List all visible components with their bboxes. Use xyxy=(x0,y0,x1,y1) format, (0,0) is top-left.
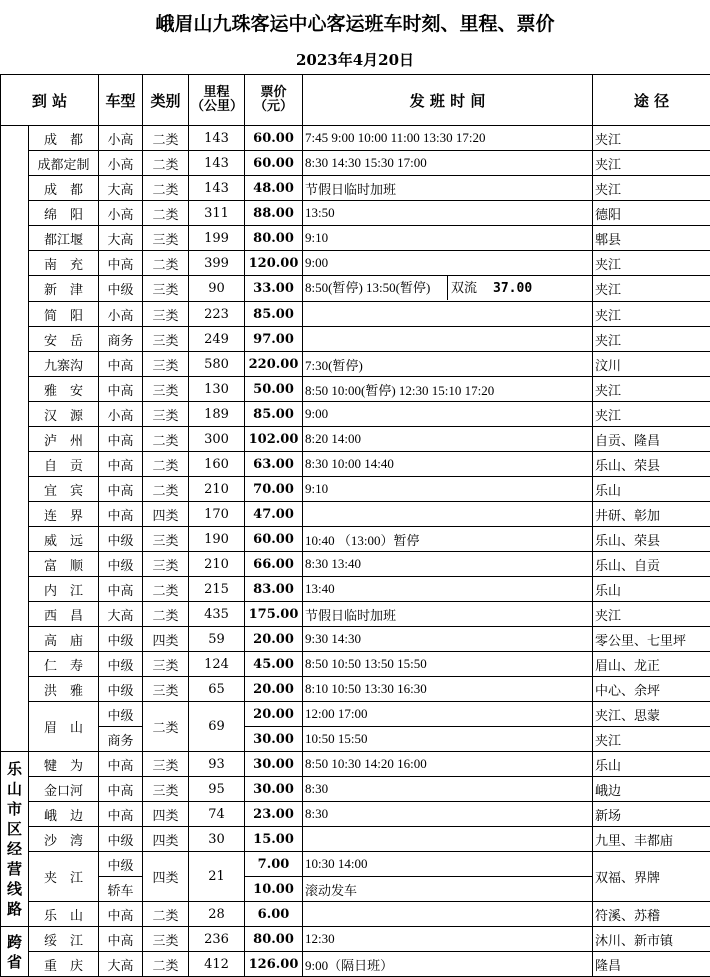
category-cell: 二类 xyxy=(143,427,189,452)
table-row xyxy=(1,427,710,452)
station-cell: 新 津 xyxy=(29,276,99,302)
route-cell: 夹江 xyxy=(593,727,710,752)
vehicle-cell: 小高 xyxy=(99,151,143,176)
station-cell: 沙 湾 xyxy=(29,827,99,852)
times-cell: 8:50 10:30 14:20 16:00 xyxy=(303,752,593,777)
header-route: 途 径 xyxy=(593,75,710,126)
price-cell: 33.00 xyxy=(245,276,303,302)
price-cell: 23.00 xyxy=(245,802,303,827)
times-cell: 8:10 10:50 13:30 16:30 xyxy=(303,677,593,702)
route-cell: 沐川、新市镇 xyxy=(593,927,710,952)
table-row xyxy=(1,852,710,877)
station-cell: 泸 州 xyxy=(29,427,99,452)
table-row xyxy=(1,151,710,176)
distance-cell: 130 xyxy=(189,377,245,402)
station-cell: 简 阳 xyxy=(29,302,99,327)
distance-cell: 143 xyxy=(189,176,245,201)
times-cell: 12:00 17:00 xyxy=(303,702,593,727)
distance-cell: 311 xyxy=(189,201,245,226)
vehicle-cell: 中高 xyxy=(99,577,143,602)
category-cell: 三类 xyxy=(143,777,189,802)
category-cell: 三类 xyxy=(143,302,189,327)
times-cell: 7:45 9:00 10:00 11:00 13:30 17:20 xyxy=(303,126,593,151)
route-cell: 零公里、七里坪 xyxy=(593,627,710,652)
distance-cell: 65 xyxy=(189,677,245,702)
distance-cell: 199 xyxy=(189,226,245,251)
times-cell: 9:10 xyxy=(303,477,593,502)
category-cell: 三类 xyxy=(143,752,189,777)
times-cell: 13:40 xyxy=(303,577,593,602)
distance-cell: 21 xyxy=(189,852,245,902)
table-row xyxy=(1,702,710,727)
route-cell: 夹江 xyxy=(593,176,710,201)
vehicle-cell: 中高 xyxy=(99,777,143,802)
category-cell: 四类 xyxy=(143,827,189,852)
route-cell: 乐山、荣县 xyxy=(593,527,710,552)
route-cell: 自贡、隆昌 xyxy=(593,427,710,452)
price-cell: 60.00 xyxy=(245,126,303,151)
category-cell: 三类 xyxy=(143,552,189,577)
station-cell: 都江堰 xyxy=(29,226,99,251)
extra-station: 双流 xyxy=(448,276,477,300)
distance-cell: 210 xyxy=(189,477,245,502)
price-cell: 47.00 xyxy=(245,502,303,527)
header-price: 票价（元） xyxy=(245,75,303,126)
distance-cell: 190 xyxy=(189,527,245,552)
header-times: 发 班 时 间 xyxy=(303,75,593,126)
table-row xyxy=(1,502,710,527)
route-cell: 汶川 xyxy=(593,352,710,377)
category-cell: 四类 xyxy=(143,852,189,902)
distance-cell: 59 xyxy=(189,627,245,652)
price-cell: 63.00 xyxy=(245,452,303,477)
times-cell xyxy=(303,827,593,852)
price-cell: 30.00 xyxy=(245,777,303,802)
times-cell: 8:20 14:00 xyxy=(303,427,593,452)
category-cell: 三类 xyxy=(143,226,189,251)
table-row xyxy=(1,377,710,402)
table-row xyxy=(1,802,710,827)
price-cell: 66.00 xyxy=(245,552,303,577)
times-cell: 10:50 15:50 xyxy=(303,727,593,752)
times-cell: 节假日临时加班 xyxy=(303,602,593,627)
times-cell: 9:00（隔日班） xyxy=(303,952,593,977)
distance-cell: 124 xyxy=(189,652,245,677)
table-row xyxy=(1,902,710,927)
price-cell: 60.00 xyxy=(245,527,303,552)
category-cell: 二类 xyxy=(143,952,189,977)
header-station: 到 站 xyxy=(1,75,99,126)
times-cell xyxy=(303,902,593,927)
vehicle-cell: 大高 xyxy=(99,602,143,627)
vehicle-cell: 中级 xyxy=(99,652,143,677)
times-cell: 10:40 （13:00）暂停 xyxy=(303,527,593,552)
vehicle-cell: 中级 xyxy=(99,527,143,552)
price-cell: 20.00 xyxy=(245,677,303,702)
station-cell: 九寨沟 xyxy=(29,352,99,377)
times-cell xyxy=(303,327,593,352)
price-cell: 15.00 xyxy=(245,827,303,852)
header-row xyxy=(1,75,710,126)
vehicle-cell: 中级 xyxy=(99,552,143,577)
category-cell: 三类 xyxy=(143,927,189,952)
station-cell: 安 岳 xyxy=(29,327,99,352)
distance-cell: 143 xyxy=(189,126,245,151)
vehicle-cell: 中高 xyxy=(99,477,143,502)
price-cell: 48.00 xyxy=(245,176,303,201)
price-cell: 85.00 xyxy=(245,302,303,327)
price-cell: 20.00 xyxy=(245,627,303,652)
times-cell: 8:50 10:00(暂停) 12:30 15:10 17:20 xyxy=(303,377,593,402)
station-cell: 眉 山 xyxy=(29,702,99,752)
category-cell: 二类 xyxy=(143,577,189,602)
table-row xyxy=(1,652,710,677)
table-row xyxy=(1,527,710,552)
times-cell: 7:30(暂停) xyxy=(303,352,593,377)
distance-cell: 28 xyxy=(189,902,245,927)
price-cell: 7.00 xyxy=(245,852,303,877)
vehicle-cell: 小高 xyxy=(99,302,143,327)
vehicle-cell: 中高 xyxy=(99,752,143,777)
distance-cell: 93 xyxy=(189,752,245,777)
route-cell: 乐山 xyxy=(593,752,710,777)
route-cell: 九里、丰都庙 xyxy=(593,827,710,852)
times-cell: 8:30 10:00 14:40 xyxy=(303,452,593,477)
category-cell: 二类 xyxy=(143,176,189,201)
times-cell: 12:30 xyxy=(303,927,593,952)
price-cell: 83.00 xyxy=(245,577,303,602)
vehicle-cell: 小高 xyxy=(99,126,143,151)
times-cell: 10:30 14:00 xyxy=(303,852,593,877)
category-cell: 二类 xyxy=(143,702,189,752)
station-cell: 成都定制 xyxy=(29,151,99,176)
price-cell: 30.00 xyxy=(245,752,303,777)
route-cell: 夹江 xyxy=(593,602,710,627)
distance-cell: 412 xyxy=(189,952,245,977)
table-row xyxy=(1,327,710,352)
vehicle-cell: 中高 xyxy=(99,902,143,927)
times-cell: 13:50 xyxy=(303,201,593,226)
table-row xyxy=(1,952,710,977)
price-cell: 220.00 xyxy=(245,352,303,377)
table-row xyxy=(1,452,710,477)
distance-cell: 399 xyxy=(189,251,245,276)
distance-cell: 170 xyxy=(189,502,245,527)
station-cell: 连 界 xyxy=(29,502,99,527)
station-cell: 绵 阳 xyxy=(29,201,99,226)
header-distance: 里程（公里） xyxy=(189,75,245,126)
distance-cell: 143 xyxy=(189,151,245,176)
table-row xyxy=(1,752,710,777)
station-cell: 自 贡 xyxy=(29,452,99,477)
vehicle-cell: 中高 xyxy=(99,927,143,952)
table-row xyxy=(1,577,710,602)
station-cell: 南 充 xyxy=(29,251,99,276)
price-cell: 50.00 xyxy=(245,377,303,402)
price-cell: 6.00 xyxy=(245,902,303,927)
distance-cell: 90 xyxy=(189,276,245,302)
vehicle-cell: 中级 xyxy=(99,827,143,852)
times-cell: 8:30 14:30 15:30 17:00 xyxy=(303,151,593,176)
distance-cell: 580 xyxy=(189,352,245,377)
vehicle-cell: 商务 xyxy=(99,327,143,352)
category-cell: 二类 xyxy=(143,201,189,226)
station-cell: 仁 寿 xyxy=(29,652,99,677)
price-cell: 126.00 xyxy=(245,952,303,977)
distance-cell: 74 xyxy=(189,802,245,827)
times-cell: 8:30 13:40 xyxy=(303,552,593,577)
station-cell: 重 庆 xyxy=(29,952,99,977)
vehicle-cell: 大高 xyxy=(99,176,143,201)
price-cell: 70.00 xyxy=(245,477,303,502)
group-local: 乐山市区经营线路 xyxy=(1,752,29,927)
table-row xyxy=(1,677,710,702)
vehicle-cell: 中高 xyxy=(99,427,143,452)
route-cell: 夹江 xyxy=(593,327,710,352)
station-cell: 成 都 xyxy=(29,176,99,201)
category-cell: 三类 xyxy=(143,352,189,377)
table-row xyxy=(1,226,710,251)
category-cell: 二类 xyxy=(143,126,189,151)
distance-cell: 95 xyxy=(189,777,245,802)
times-cell: 8:50 10:50 13:50 15:50 xyxy=(303,652,593,677)
route-cell: 双福、界牌 xyxy=(593,852,710,902)
vehicle-cell: 中高 xyxy=(99,377,143,402)
route-cell: 隆昌 xyxy=(593,952,710,977)
vehicle-cell: 中级 xyxy=(99,677,143,702)
station-cell: 乐 山 xyxy=(29,902,99,927)
price-cell: 45.00 xyxy=(245,652,303,677)
distance-cell: 249 xyxy=(189,327,245,352)
times-cell xyxy=(303,302,593,327)
schedule-table xyxy=(0,74,710,977)
table-row xyxy=(1,727,710,752)
station-cell: 宜 宾 xyxy=(29,477,99,502)
distance-cell: 210 xyxy=(189,552,245,577)
table-row xyxy=(1,477,710,502)
table-row xyxy=(1,251,710,276)
price-cell: 88.00 xyxy=(245,201,303,226)
route-cell: 夹江 xyxy=(593,251,710,276)
distance-cell: 160 xyxy=(189,452,245,477)
times-cell xyxy=(303,502,593,527)
distance-cell: 223 xyxy=(189,302,245,327)
distance-cell: 300 xyxy=(189,427,245,452)
station-cell: 威 远 xyxy=(29,527,99,552)
station-cell: 西 昌 xyxy=(29,602,99,627)
group-cross: 跨省 xyxy=(1,927,29,977)
distance-cell: 215 xyxy=(189,577,245,602)
price-cell: 102.00 xyxy=(245,427,303,452)
price-cell: 20.00 xyxy=(245,702,303,727)
route-cell: 眉山、龙正 xyxy=(593,652,710,677)
category-cell: 三类 xyxy=(143,527,189,552)
category-cell: 三类 xyxy=(143,377,189,402)
route-cell: 郫县 xyxy=(593,226,710,251)
price-cell: 120.00 xyxy=(245,251,303,276)
vehicle-cell: 中高 xyxy=(99,802,143,827)
station-cell: 高 庙 xyxy=(29,627,99,652)
category-cell: 二类 xyxy=(143,902,189,927)
vehicle-cell: 商务 xyxy=(99,727,143,752)
header-vehicle: 车型 xyxy=(99,75,143,126)
extra-price: 37.00 xyxy=(477,277,532,301)
price-cell: 80.00 xyxy=(245,927,303,952)
price-cell: 80.00 xyxy=(245,226,303,251)
station-cell: 夹 江 xyxy=(29,852,99,902)
price-cell: 60.00 xyxy=(245,151,303,176)
station-cell: 雅 安 xyxy=(29,377,99,402)
table-row xyxy=(1,352,710,377)
times-cell: 8:30 xyxy=(303,777,593,802)
table-row xyxy=(1,201,710,226)
category-cell: 二类 xyxy=(143,602,189,627)
vehicle-cell: 小高 xyxy=(99,201,143,226)
station-cell: 成 都 xyxy=(29,126,99,151)
vehicle-cell: 中级 xyxy=(99,276,143,302)
times-cell: 8:30 xyxy=(303,802,593,827)
route-cell: 乐山 xyxy=(593,577,710,602)
table-row xyxy=(1,927,710,952)
table-row xyxy=(1,302,710,327)
route-cell: 符溪、苏稽 xyxy=(593,902,710,927)
times-cell: 节假日临时加班 xyxy=(303,176,593,201)
category-cell: 四类 xyxy=(143,627,189,652)
page-title: 峨眉山九珠客运中心客运班车时刻、里程、票价 xyxy=(0,0,710,48)
route-cell: 峨边 xyxy=(593,777,710,802)
price-cell: 10.00 xyxy=(245,877,303,902)
table-row xyxy=(1,827,710,852)
price-cell: 175.00 xyxy=(245,602,303,627)
distance-cell: 69 xyxy=(189,702,245,752)
category-cell: 二类 xyxy=(143,477,189,502)
price-cell: 30.00 xyxy=(245,727,303,752)
route-cell: 夹江 xyxy=(593,151,710,176)
category-cell: 三类 xyxy=(143,276,189,302)
vehicle-cell: 大高 xyxy=(99,226,143,251)
price-cell: 85.00 xyxy=(245,402,303,427)
route-cell: 夹江 xyxy=(593,276,710,302)
route-cell: 乐山、自贡 xyxy=(593,552,710,577)
table-row xyxy=(1,276,710,302)
route-cell: 乐山 xyxy=(593,477,710,502)
distance-cell: 189 xyxy=(189,402,245,427)
distance-cell: 435 xyxy=(189,602,245,627)
category-cell: 三类 xyxy=(143,402,189,427)
station-cell: 犍 为 xyxy=(29,752,99,777)
table-row xyxy=(1,402,710,427)
station-cell: 金口河 xyxy=(29,777,99,802)
category-cell: 三类 xyxy=(143,652,189,677)
vehicle-cell: 中高 xyxy=(99,452,143,477)
category-cell: 二类 xyxy=(143,251,189,276)
table-row xyxy=(1,126,710,151)
route-cell: 新场 xyxy=(593,802,710,827)
table-row xyxy=(1,627,710,652)
date-label: 2023年4月20日 xyxy=(0,48,710,72)
route-cell: 夹江 xyxy=(593,402,710,427)
route-cell: 夹江 xyxy=(593,377,710,402)
station-cell: 绥 江 xyxy=(29,927,99,952)
price-cell: 97.00 xyxy=(245,327,303,352)
times-cell: 9:00 xyxy=(303,402,593,427)
route-cell: 乐山、荣县 xyxy=(593,452,710,477)
station-cell: 内 江 xyxy=(29,577,99,602)
vehicle-cell: 中高 xyxy=(99,352,143,377)
station-cell: 汉 源 xyxy=(29,402,99,427)
group-long-distance xyxy=(1,126,29,752)
times-cell: 滚动发车 xyxy=(303,877,593,902)
header-category: 类别 xyxy=(143,75,189,126)
station-cell: 洪 雅 xyxy=(29,677,99,702)
vehicle-cell: 大高 xyxy=(99,952,143,977)
vehicle-cell: 小高 xyxy=(99,402,143,427)
category-cell: 四类 xyxy=(143,502,189,527)
vehicle-cell: 中级 xyxy=(99,702,143,727)
vehicle-cell: 中高 xyxy=(99,251,143,276)
times-cell: 9:00 xyxy=(303,251,593,276)
vehicle-cell: 轿车 xyxy=(99,877,143,902)
times-cell: 9:30 14:30 xyxy=(303,627,593,652)
times-cell xyxy=(303,276,593,302)
distance-cell: 236 xyxy=(189,927,245,952)
category-cell: 四类 xyxy=(143,802,189,827)
station-cell: 富 顺 xyxy=(29,552,99,577)
vehicle-cell: 中高 xyxy=(99,502,143,527)
category-cell: 三类 xyxy=(143,327,189,352)
vehicle-cell: 中级 xyxy=(99,852,143,877)
category-cell: 二类 xyxy=(143,151,189,176)
route-cell: 井研、彰加 xyxy=(593,502,710,527)
times-cell: 9:10 xyxy=(303,226,593,251)
table-row xyxy=(1,777,710,802)
route-cell: 夹江、思蒙 xyxy=(593,702,710,727)
category-cell: 二类 xyxy=(143,452,189,477)
table-row xyxy=(1,552,710,577)
category-cell: 三类 xyxy=(143,677,189,702)
vehicle-cell: 中级 xyxy=(99,627,143,652)
route-cell: 夹江 xyxy=(593,302,710,327)
station-cell: 峨 边 xyxy=(29,802,99,827)
distance-cell: 30 xyxy=(189,827,245,852)
route-cell: 夹江 xyxy=(593,126,710,151)
route-cell: 中心、余坪 xyxy=(593,677,710,702)
route-cell: 德阳 xyxy=(593,201,710,226)
table-row xyxy=(1,176,710,201)
times-text: 8:50(暂停) 13:50(暂停) xyxy=(303,276,448,300)
table-row xyxy=(1,602,710,627)
